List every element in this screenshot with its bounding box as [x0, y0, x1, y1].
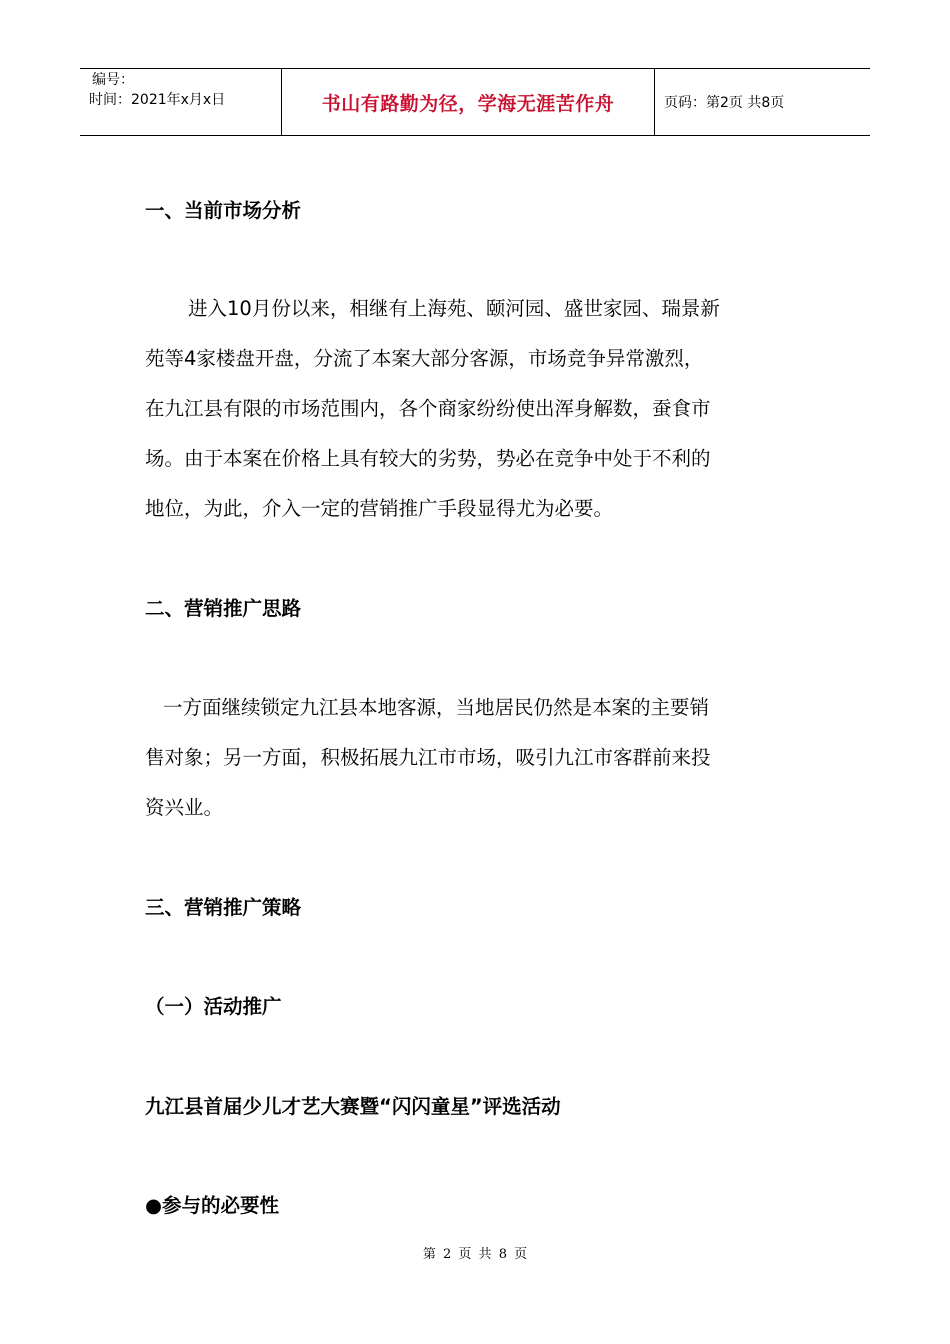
paragraph-line: 资兴业。 [145, 796, 224, 819]
section-3-heading: 三、营销推广策略 [145, 896, 302, 919]
section-1-heading: 一、当前市场分析 [145, 199, 302, 222]
page-footer: 第 2 页 共 8 页 [422, 1247, 528, 1262]
paragraph-line: 场。由于本案在价格上具有较大的劣势，势必在竞争中处于不利的 [145, 447, 711, 470]
paragraph-line: 地位，为此，介入一定的营销推广手段显得尤为必要。 [145, 497, 614, 520]
section-1-paragraph [145, 284, 810, 534]
paragraph-line: 售对象；另一方面，积极拓展九江市市场，吸引九江市客群前来投 [145, 746, 711, 769]
event-title: 九江县首届少儿才艺大赛暨“闪闪童星”评选活动 [145, 1095, 561, 1118]
section-2-heading: 二、营销推广思路 [145, 597, 302, 620]
header-motto-cell [281, 69, 655, 135]
paragraph-line: 在九江县有限的市场范围内，各个商家纷纷使出浑身解数，蚕食市 [145, 397, 711, 420]
date-label: 时间：2021年x月x日 [89, 92, 226, 108]
paragraph-line: 一方面继续锁定九江县本地客源，当地居民仍然是本案的主要销 [163, 696, 710, 719]
paragraph-line: 进入10月份以来，相继有上海苑、颐河园、盛世家园、瑞景新 [188, 297, 720, 320]
section-2-paragraph [145, 683, 810, 833]
motto-text: 书山有路勤为径，学海无涯苦作舟 [321, 93, 615, 115]
bullet-heading: ●参与的必要性 [145, 1194, 280, 1217]
document-header [80, 68, 870, 136]
header-meta-cell [80, 69, 281, 135]
paragraph-line: 苑等4家楼盘开盘，分流了本案大部分客源，市场竞争异常激烈， [145, 347, 704, 370]
serial-number-label: 编号： [92, 72, 134, 88]
subsection-heading: （一）活动推广 [145, 995, 282, 1018]
header-page-cell [655, 69, 870, 135]
page-info: 页码：第2页 共8页 [664, 95, 785, 111]
